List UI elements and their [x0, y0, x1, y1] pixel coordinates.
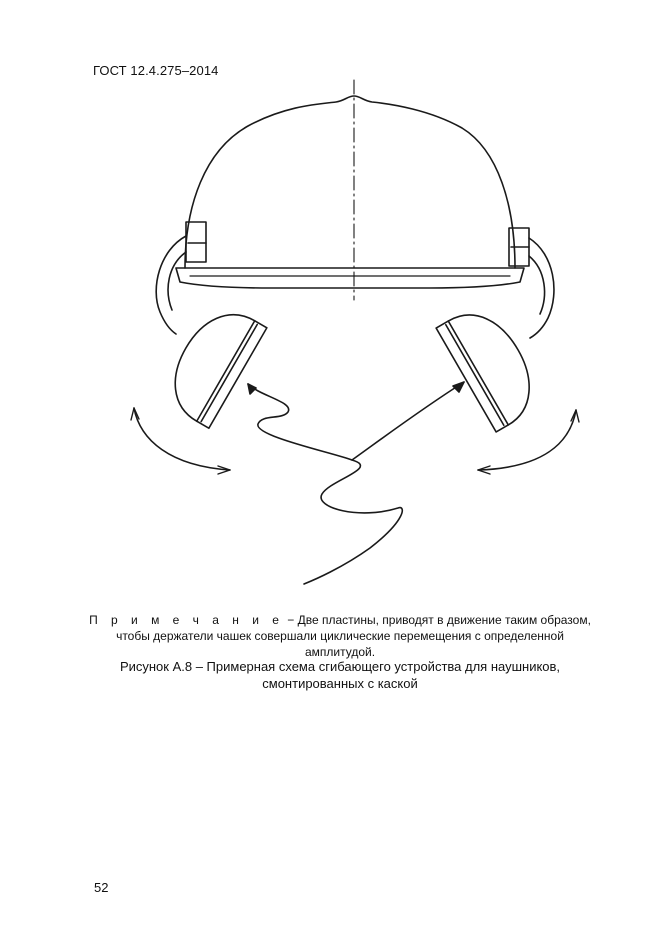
helmet-brim [176, 268, 524, 288]
note-text: − Две пластины, приводят в движение таким образом, чтобы держатели чашек совершали циклические перемещения с определенной амплитудой. [116, 613, 591, 659]
helmet-shell [185, 96, 515, 268]
document-header: ГОСТ 12.4.275–2014 [93, 63, 219, 78]
caption-line-2: смонтированных с каской [262, 676, 418, 691]
left-earmuff-cup [157, 298, 267, 428]
left-headband-arm [156, 236, 186, 334]
right-earmuff-cup [436, 298, 548, 432]
flexible-cable [248, 384, 402, 584]
caption-line-1: Рисунок А.8 – Примерная схема сгибающего устройства для наушников, [119, 659, 561, 674]
right-rotation-arrow [478, 410, 576, 470]
figure-caption [80, 658, 600, 692]
note-label: П р и м е ч а н и е [89, 613, 284, 627]
page-number: 52 [94, 880, 109, 895]
figure-note [80, 612, 600, 660]
right-headband-arm [529, 238, 554, 338]
left-side-clip [186, 222, 206, 262]
